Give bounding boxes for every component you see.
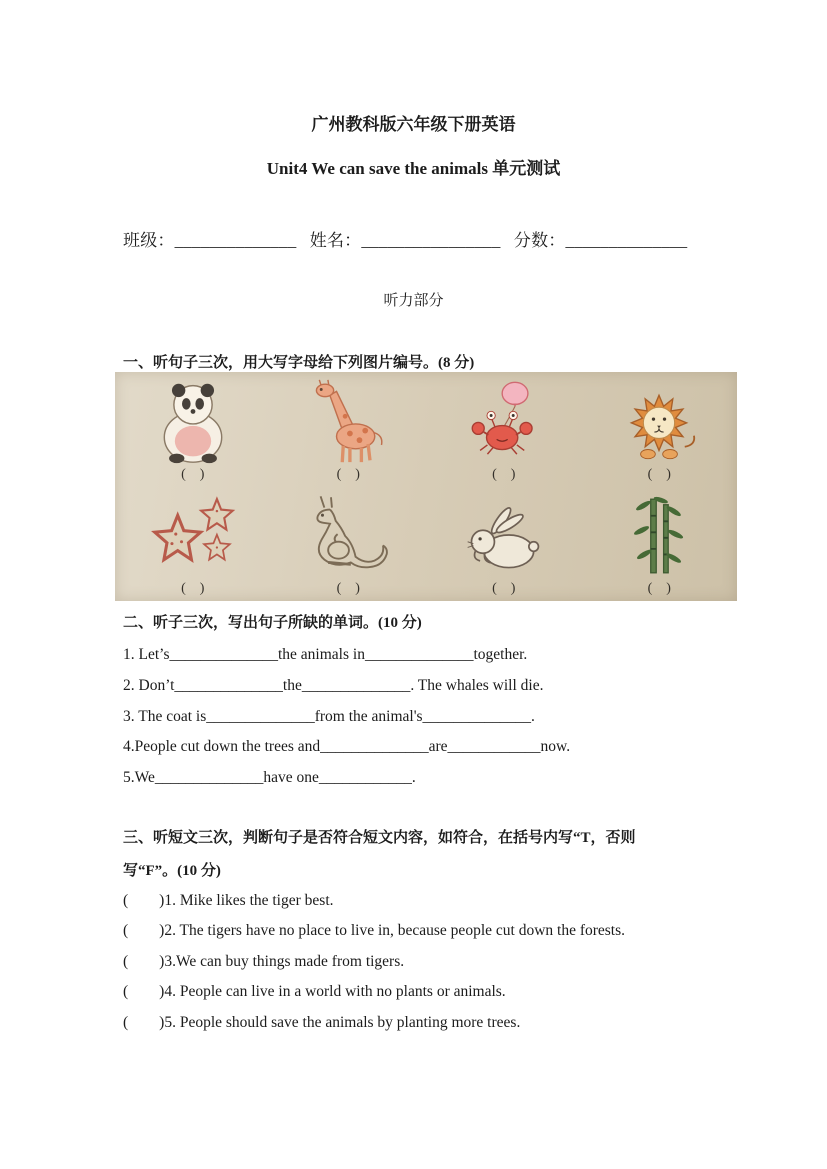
answer-bracket: ( ) (181, 467, 205, 482)
fill-blank-sentence: 2. Don’t______________the______________. The whales will die. (123, 676, 544, 694)
photo-cell-bamboo (582, 486, 738, 600)
photo-cell-crab (426, 372, 582, 486)
true-false-statement: ( )3.We can buy things made from tigers. (123, 952, 405, 970)
photo-cell-panda (115, 372, 271, 486)
student-info-line: 班级：______________ 姓名：________________ 分数：______________ (123, 231, 688, 250)
answer-bracket: ( ) (492, 581, 516, 596)
fill-blank-sentence: 1. Let’s______________the animals in______________together. (123, 646, 528, 663)
true-false-statement: ( )2. The tigers have no place to live in, because people cut down the forests. (123, 922, 626, 940)
part1-heading: 一、听句子三次，用大写字母给下列图片编号。(8 分) (123, 355, 475, 371)
fill-blank-sentence: 4.People cut down the trees and______________are____________now. (123, 738, 571, 756)
starfish-icon (143, 492, 243, 580)
photo-cell-giraffe (271, 372, 427, 486)
kangaroo-icon (296, 492, 400, 580)
photo-cell-rabbit (426, 486, 582, 600)
answer-bracket: ( ) (336, 581, 360, 596)
answer-bracket: ( ) (492, 467, 516, 482)
photo-cell-starfish (115, 486, 271, 600)
photo-cell-lion (582, 372, 738, 486)
lion-icon (613, 376, 705, 466)
answer-bracket: ( ) (181, 581, 205, 596)
bamboo-icon (613, 492, 705, 580)
unit-subtitle: Unit4 We can save the animals 单元测试 (266, 159, 561, 178)
rabbit-icon (456, 492, 552, 580)
answer-bracket: ( ) (647, 581, 671, 596)
fill-blank-sentence: 3. The coat is______________from the animal's______________. (123, 707, 535, 725)
crab-with-balloon-icon (458, 376, 550, 466)
part2-sentences (123, 640, 737, 794)
page-title: 广州教科版六年级下册英语 (311, 115, 516, 134)
part3-heading-line2: 写“F”。(10 分) (123, 863, 221, 879)
true-false-statement: ( )4. People can live in a world with no plants or animals. (123, 983, 506, 1001)
part3-heading-line1: 三、听短文三次，判断句子是否符合短文内容，如符合，在括号内写“T，否则 (123, 830, 636, 846)
panda-icon (149, 378, 237, 466)
photo-cell-kangaroo (271, 486, 427, 600)
true-false-statement: ( )1. Mike likes the tiger best. (123, 892, 334, 909)
listening-section-header: 听力部分 (383, 293, 444, 309)
giraffe-icon (300, 378, 396, 466)
part2-heading: 二、听子三次，写出句子所缺的单词。(10 分) (123, 615, 422, 631)
part3-statements (123, 886, 757, 1038)
fill-blank-sentence: 5.We______________have one____________. (123, 769, 416, 787)
part3-heading (123, 822, 715, 888)
answer-bracket: ( ) (647, 467, 671, 482)
answer-bracket: ( ) (336, 467, 360, 482)
animal-pictures-photo (115, 372, 737, 601)
true-false-statement: ( )5. People should save the animals by planting more trees. (123, 1013, 521, 1031)
